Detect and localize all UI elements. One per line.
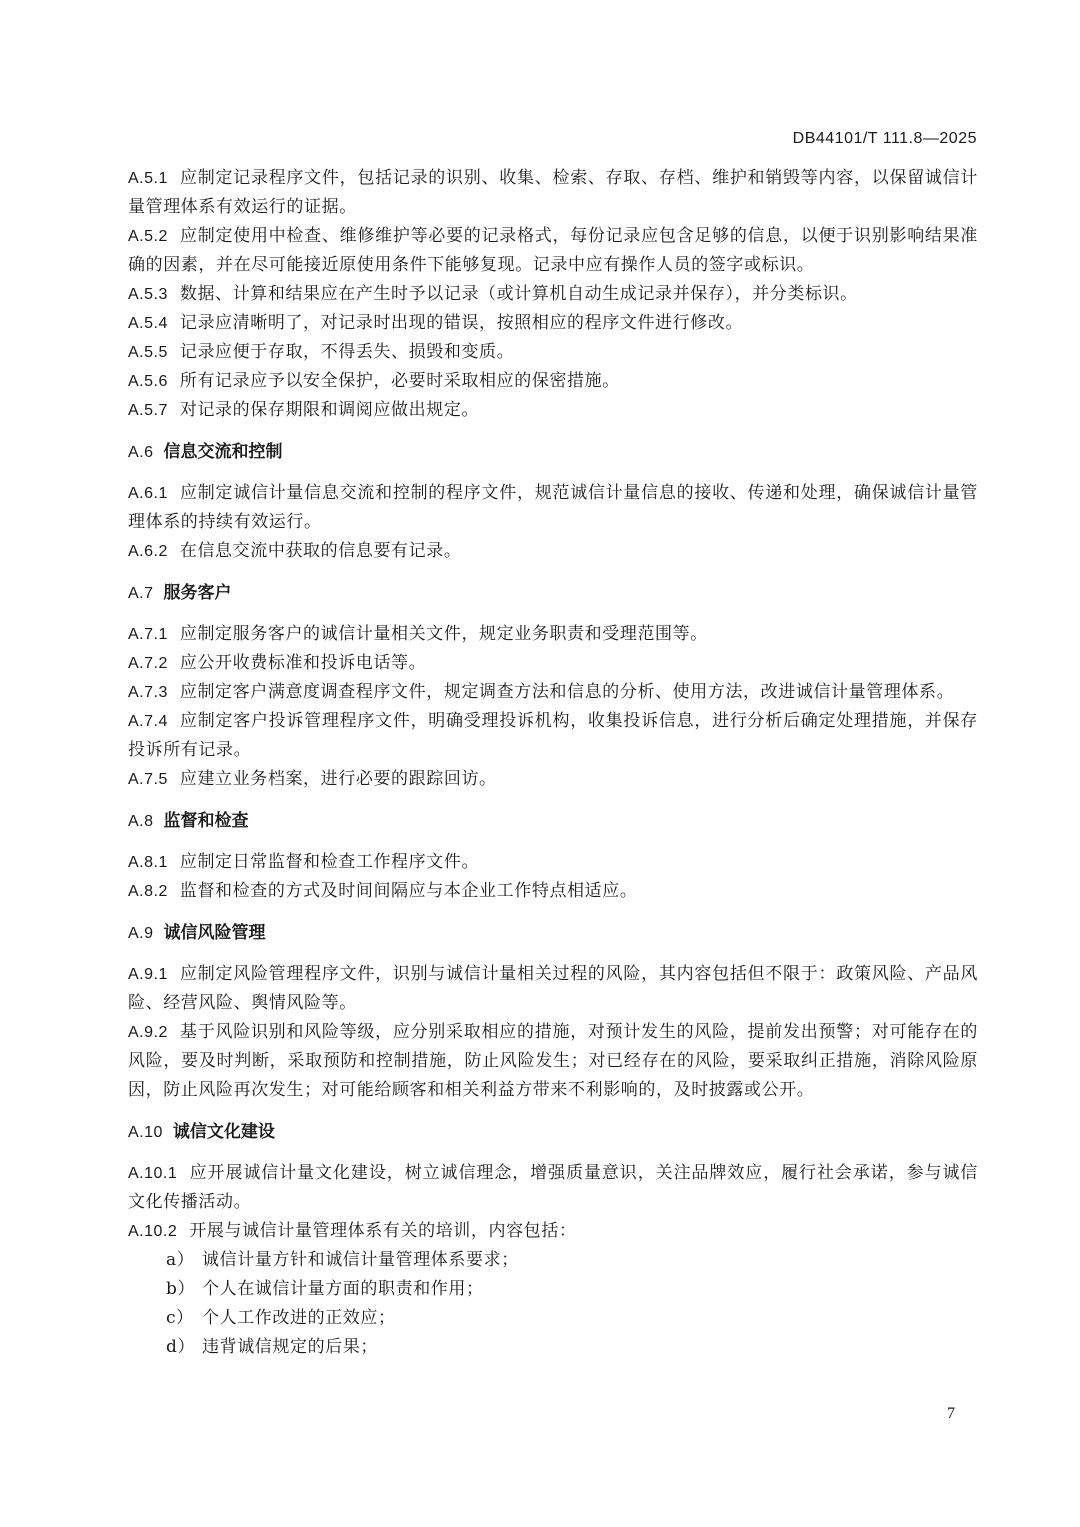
clause-text: 应建立业务档案，进行必要的跟踪回访。 <box>179 769 497 789</box>
document-body <box>128 164 978 1362</box>
clause-number: A.5.1 <box>128 170 168 187</box>
clause-number: A.7.2 <box>128 655 168 672</box>
clause-number: A.5.7 <box>128 402 168 419</box>
list-item-text: 个人在诚信计量方面的职责和作用； <box>202 1279 484 1299</box>
clause-number: A.5.6 <box>128 373 168 390</box>
clause-text: 应制定客户投诉管理程序文件，明确受理投诉机构，收集投诉信息，进行分析后确定处理措施，并保存投诉所有记录。 <box>128 711 978 760</box>
clause-a6-2 <box>128 537 978 566</box>
section-number: A.10 <box>128 1124 163 1141</box>
list-item <box>128 1333 978 1362</box>
clause-number: A.5.2 <box>128 228 168 245</box>
list-item-text: 个人工作改进的正效应； <box>202 1308 396 1328</box>
section-number: A.7 <box>128 585 154 602</box>
clause-text: 所有记录应予以安全保护，必要时采取相应的保密措施。 <box>179 371 620 391</box>
section-heading-a7 <box>128 578 978 608</box>
clause-number: A.9.1 <box>128 966 168 983</box>
clause-a7-5 <box>128 765 978 794</box>
clause-text: 应制定使用中检查、维修维护等必要的记录格式，每份记录应包含足够的信息，以便于识别影响结果准确的因素，并在尽可能接近原使用条件下能够复现。记录中应有操作人员的签字或标识。 <box>128 226 978 275</box>
clause-number: A.9.2 <box>128 1024 168 1041</box>
list-item <box>128 1246 978 1275</box>
clause-a6-1 <box>128 479 978 537</box>
clause-text: 应制定风险管理程序文件，识别与诚信计量相关过程的风险，其内容包括但不限于：政策风险、产品风险、经营风险、舆情风险等。 <box>128 964 978 1013</box>
clause-a7-2 <box>128 649 978 678</box>
clause-text: 应公开收费标准和投诉电话等。 <box>179 653 427 673</box>
clause-a10-1 <box>128 1159 978 1217</box>
clause-number: A.5.4 <box>128 315 168 332</box>
section-heading-a6 <box>128 437 978 467</box>
clause-number: A.7.1 <box>128 626 168 643</box>
section-number: A.9 <box>128 925 154 942</box>
clause-a5-1 <box>128 164 978 222</box>
clause-text: 对记录的保存期限和调阅应做出规定。 <box>179 400 480 420</box>
clause-text: 数据、计算和结果应在产生时予以记录（或计算机自动生成记录并保存），并分类标识。 <box>179 284 858 304</box>
clause-text: 在信息交流中获取的信息要有记录。 <box>179 541 462 561</box>
document-code: DB44101/T 111.8—2025 <box>792 130 977 147</box>
clause-number: A.6.1 <box>128 485 168 502</box>
section-title: 诚信文化建设 <box>172 1122 275 1141</box>
clause-a10-2 <box>128 1217 978 1246</box>
clause-number: A.5.3 <box>128 286 168 303</box>
clause-text: 应制定日常监督和检查工作程序文件。 <box>179 852 480 872</box>
clause-a5-3 <box>128 280 978 309</box>
section-number: A.6 <box>128 444 154 461</box>
list-marker: d） <box>166 1337 196 1357</box>
list-marker: a） <box>166 1250 195 1270</box>
page-number: 7 <box>947 1405 955 1422</box>
section-heading-a9 <box>128 918 978 948</box>
clause-text: 应制定诚信计量信息交流和控制的程序文件，规范诚信计量信息的接收、传递和处理，确保诚信计量管理体系的持续有效运行。 <box>128 483 978 532</box>
clause-text: 记录应清晰明了，对记录时出现的错误，按照相应的程序文件进行修改。 <box>179 313 744 333</box>
clause-number: A.8.1 <box>128 854 168 871</box>
clause-a9-1 <box>128 960 978 1018</box>
clause-number: A.10.1 <box>128 1165 178 1182</box>
clause-a5-2 <box>128 222 978 280</box>
clause-a5-6 <box>128 367 978 396</box>
clause-text: 开展与诚信计量管理体系有关的培训，内容包括： <box>189 1221 577 1241</box>
clause-a7-3 <box>128 678 978 707</box>
section-heading-a10 <box>128 1117 978 1147</box>
clause-number: A.7.3 <box>128 684 168 701</box>
clause-a5-7 <box>128 396 978 425</box>
section-title: 信息交流和控制 <box>163 442 283 461</box>
section-title: 服务客户 <box>163 583 232 602</box>
clause-text: 记录应便于存取，不得丢失、损毁和变质。 <box>179 342 515 362</box>
clause-number: A.8.2 <box>128 883 168 900</box>
clause-text: 应制定客户满意度调查程序文件，规定调查方法和信息的分析、使用方法，改进诚信计量管理体系。 <box>179 682 955 702</box>
clause-text: 应制定记录程序文件，包括记录的识别、收集、检索、存取、存档、维护和销毁等内容，以保留诚信计量管理体系有效运行的证据。 <box>128 168 978 217</box>
list-item-text: 违背诚信规定的后果； <box>202 1337 378 1357</box>
training-list <box>128 1246 978 1362</box>
clause-text: 应制定服务客户的诚信计量相关文件，规定业务职责和受理范围等。 <box>179 624 708 644</box>
clause-a5-5 <box>128 338 978 367</box>
clause-number: A.7.5 <box>128 771 168 788</box>
list-marker: b） <box>166 1279 196 1299</box>
section-heading-a8 <box>128 806 978 836</box>
clause-a8-2 <box>128 877 978 906</box>
section-title: 监督和检查 <box>163 811 249 830</box>
clause-number: A.5.5 <box>128 344 168 361</box>
list-item-text: 诚信计量方针和诚信计量管理体系要求； <box>202 1250 519 1270</box>
clause-number: A.10.2 <box>128 1223 178 1240</box>
list-marker: c） <box>166 1308 194 1328</box>
clause-number: A.6.2 <box>128 543 168 560</box>
clause-text: 应开展诚信计量文化建设，树立诚信理念，增强质量意识，关注品牌效应，履行社会承诺，参与诚信文化传播活动。 <box>128 1163 978 1212</box>
section-title: 诚信风险管理 <box>163 923 266 942</box>
clause-text: 监督和检查的方式及时间间隔应与本企业工作特点相适应。 <box>179 881 638 901</box>
clause-a9-2 <box>128 1018 978 1105</box>
clause-a7-1 <box>128 620 978 649</box>
clause-text: 基于风险识别和风险等级，应分别采取相应的措施，对预计发生的风险，提前发出预警；对可能存在的风险，要及时判断，采取预防和控制措施，防止风险发生；对已经存在的风险，要采取纠正措施，消除风险原因，防止风险再次发生；对可能给顾客和相关利益方带来不利影响的，及时披露或公开。 <box>128 1022 978 1100</box>
list-item <box>128 1275 978 1304</box>
clause-a5-4 <box>128 309 978 338</box>
clause-a8-1 <box>128 848 978 877</box>
clause-a7-4 <box>128 707 978 765</box>
section-number: A.8 <box>128 813 154 830</box>
list-item <box>128 1304 978 1333</box>
section-a5 <box>128 164 978 425</box>
clause-number: A.7.4 <box>128 713 168 730</box>
